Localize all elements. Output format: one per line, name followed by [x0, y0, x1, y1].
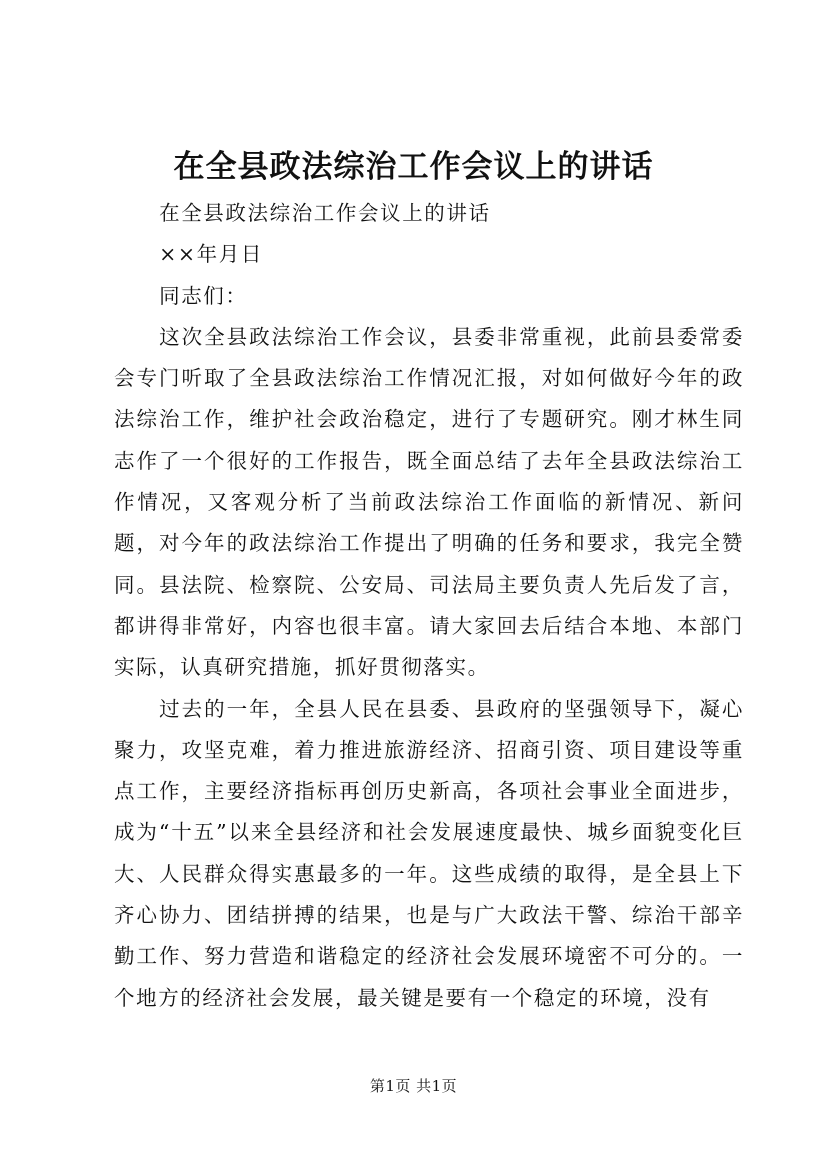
body-paragraph-salutation: 同志们： — [159, 283, 248, 308]
body-paragraph-date: ××年月日 — [159, 242, 263, 267]
document-title: 在全县政法综治工作会议上的讲话 — [173, 149, 654, 185]
body-paragraph: 过去的一年，全县人民在县委、县政府的坚强领导下，凝心聚力，攻坚克难，着力推进旅游经济、招商引资、项目建设等重点工作，主要经济指标再创历史新高，各项社会事业全面进步，成为“十五”以来全县经济和社会发展速度最快、城乡面貌变化巨大、人民群众得实惠最多的一年。这些成绩的取得，是全县上下齐心协力、团结拼搏的结果，也是与广大政法干警、综治干部辛勤工作、努力营造和谐稳定的经济社会发展环境密不可分的。一个地方的经济社会发展，最关键是要有一个稳定的环境，没有 — [114, 696, 744, 1010]
body-paragraph-heading: 在全县政法综治工作会议上的讲话 — [159, 201, 491, 225]
document-body — [114, 193, 744, 1019]
body-paragraph: 这次全县政法综治工作会议，县委非常重视，此前县委常委会专门听取了全县政法综治工作情况汇报，对如何做好今年的政法综治工作，维护社会政治稳定，进行了专题研究。刚才林生同志作了一个很好的工作报告，既全面总结了去年全县政法综治工作情况，又客观分析了当前政法综治工作面临的新情况、新问题，对今年的政法综治工作提出了明确的任务和要求，我完全赞同。县法院、检察院、公安局、司法局主要负责人先后发了言，都讲得非常好，内容也很丰富。请大家回去后结合本地、本部门实际，认真研究措施，抓好贯彻落实。 — [114, 324, 744, 680]
page-number: 第1页 共1页 — [369, 1077, 458, 1095]
